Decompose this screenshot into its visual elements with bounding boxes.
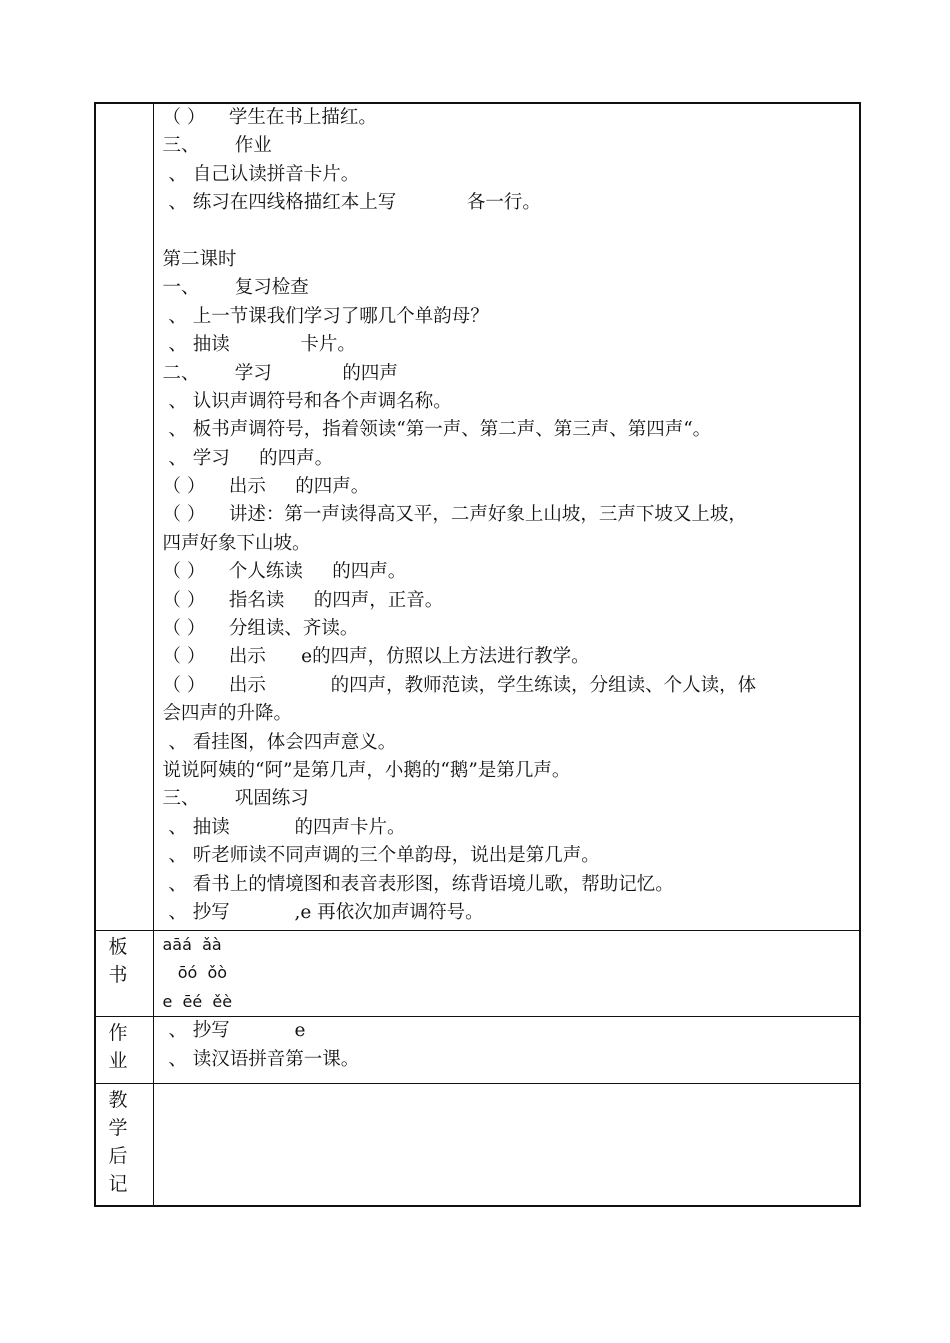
text-line: （ ） 分组读、齐读。 [162,618,359,640]
board-row [95,931,860,1017]
board-label-char: 板 [108,936,128,958]
text-line: （ ） 个人练读 的四声。 [162,561,407,583]
text-line: 、 学习 的四声。 [162,447,334,469]
text-line: 、 看挂图，体会四声意义。 [162,731,397,753]
teaching-process-label-cell [95,103,153,931]
reflection-label-char: 教 [108,1089,128,1112]
board-label-cell [95,931,153,1017]
section-heading: 第二课时 [162,248,237,270]
board-line: aāá ǎà [162,935,222,954]
board-label-char: 书 [108,964,128,986]
homework-label-cell [95,1017,153,1084]
text-line: 、 自己认读拼音卡片。 [162,163,360,185]
text-line: 、 抄写 ,e 再依次加声调符号。 [162,901,484,923]
reflection-content [153,1084,860,1207]
reflection-label-char: 记 [108,1173,128,1196]
text-line [163,218,860,246]
homework-line: 、 抄写 e [162,1020,306,1042]
teaching-process-row [95,103,860,931]
board-line: e ēé ěè [162,991,233,1011]
text-line: 二、 学习 的四声 [162,362,398,384]
homework-row [95,1017,860,1084]
text-line: （ ） 出示 的四声，教师范读，学生练读，分组读、个人读，体 [162,674,757,696]
homework-content [153,1017,860,1084]
text-line: 三、 巩固练习 [162,788,309,810]
reflection-row [95,1084,860,1207]
text-line: 、 听老师读不同声调的三个单韵母，说出是第几声。 [162,845,600,867]
reflection-label-cell [95,1084,153,1207]
reflection-label-char: 后 [108,1145,128,1168]
homework-label-char: 作 [108,1022,128,1045]
text-line: 、 抽读 的四声卡片。 [162,816,406,838]
text-line: （ ） 讲述：第一声读得高又平，二声好象上山坡，三声下坡又上坡， [162,504,747,526]
text-line: 三、 作业 [162,135,272,157]
text-line: （ ） 出示 的四声。 [162,476,370,498]
text-line: 说说阿姨的“阿”是第几声，小鹅的“鹅”是第几声。 [162,759,571,781]
board-content [153,931,860,1017]
text-line: 一、 复习检查 [162,277,309,299]
text-line: 四声好象下山坡。 [162,532,311,554]
text-line: （ ） 出示 e的四声，仿照以上方法进行教学。 [162,646,590,668]
reflection-label-char: 学 [108,1117,128,1140]
text-line: 、 抽读 卡片。 [162,334,356,356]
text-line: 、 上一节课我们学习了哪几个单韵母？ [162,305,489,327]
text-line: （ ） 指名读 的四声，正音。 [162,589,444,611]
text-line: 会四声的升降。 [162,703,293,725]
text-line: 、 板书声调符号，指着领读“第一声、第二声、第三声、第四声“。 [162,419,712,441]
text-line: 、 练习在四线格描红本上写 各一行。 [162,192,541,214]
text-line: 、 认识声调符号和各个声调名称。 [162,390,452,412]
text-line: 、 看书上的情境图和表音表形图，练背语境儿歌，帮助记忆。 [162,873,674,895]
teaching-process-content [153,103,860,931]
board-line: ōó ǒò [162,963,228,983]
homework-label-char: 业 [108,1050,128,1073]
lesson-plan-table [94,102,861,1207]
text-line: （ ） 学生在书上描红。 [162,107,377,128]
homework-line: 、 读汉语拼音第一课。 [162,1048,360,1070]
